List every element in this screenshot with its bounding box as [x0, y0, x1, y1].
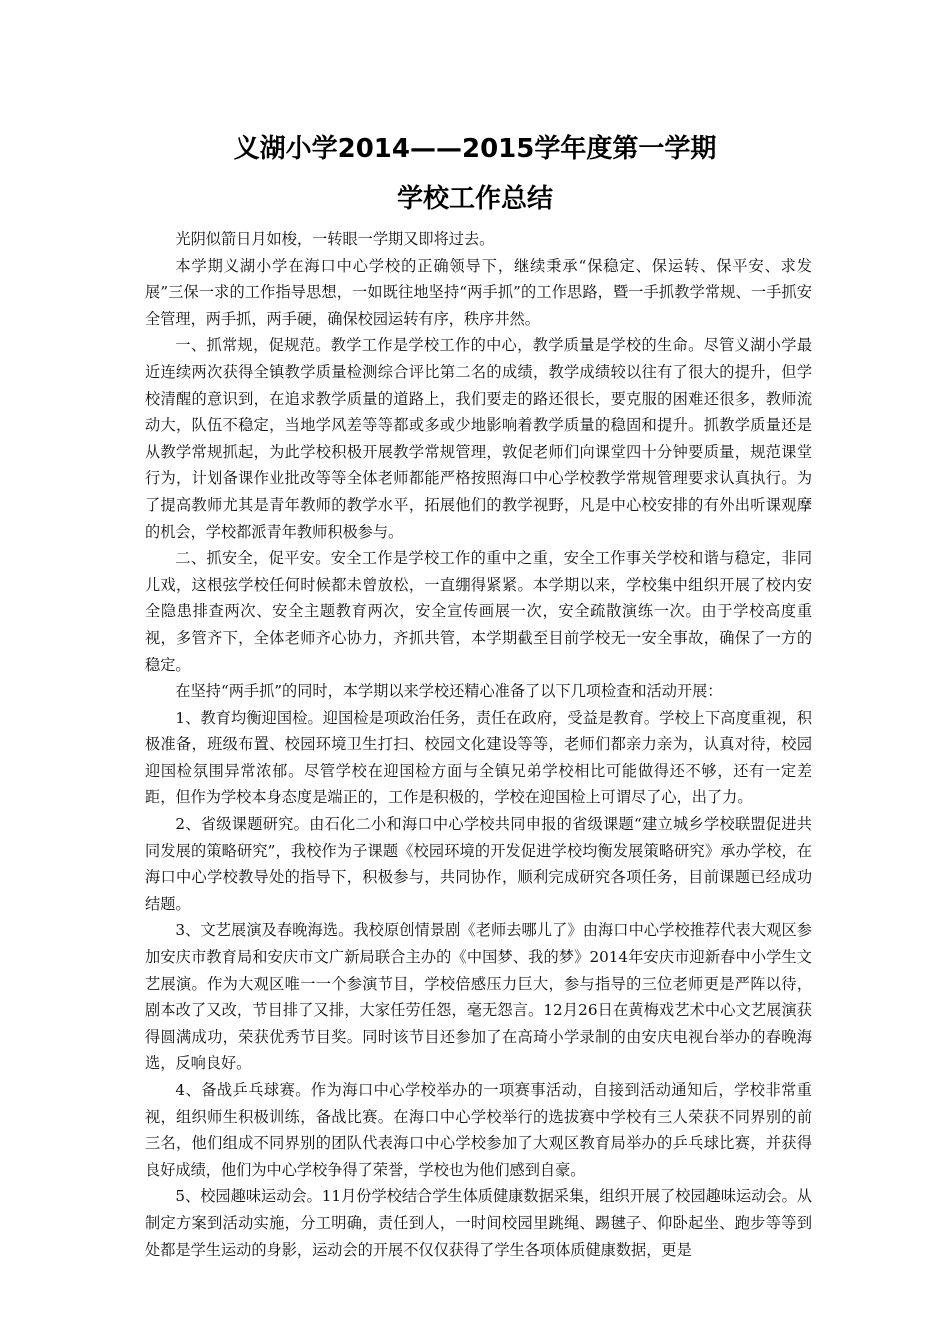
paragraph-safety: 二、抓安全，促平安。安全工作是学校工作的重中之重，安全工作事关学校和谐与稳定，非同儿戏，这根弦学校任何时候都未曾放松，一直绷得紧紧。本学期以来，学校集中组织开展了校内安全隐患排查两次、安全主题教育两次，安全宣传画展一次，安全疏散演练一次。由于学校高度重视，多管齐下，全体老师齐心协力，齐抓共管，本学期截至目前学校无一安全事故，确保了一方的稳定。 [145, 549, 812, 674]
paragraph-activities-intro: 在坚持“两手抓”的同时，本学期以来学校还精心准备了以下几项检查和活动开展： [175, 682, 723, 701]
paragraph-item-2: 2、省级课题研究。由石化二小和海口中心学校共同申报的省级课题“建立城乡学校联盟促进共同发展的策略研究”，我校作为子课题《校园环境的开发促进学校均衡发展策略研究》承办学校，在海口中心学校教导处的指导下，积极参与，共同协作，顺利完成研究各项任务，目前课题已经成功结题。 [145, 815, 812, 913]
paragraph-item-4: 4、备战乒乓球赛。作为海口中心学校举办的一项赛事活动，自接到活动通知后，学校非常重视，组织师生积极训练，备战比赛。在海口中心学校举行的选拔赛中学校有三人荣获不同界别的前三名，他们组成不同界别的团队代表海口中心学校参加了大观区教育局举办的乒乓球比赛，并获得良好成绩，他们为中心学校争得了荣誉，学校也为他们感到自豪。 [145, 1081, 812, 1179]
paragraph-overview: 本学期义湖小学在海口中心学校的正确领导下，继续秉承“保稳定、保运转、保平安、求发展”三保一求的工作指导思想，一如既往地坚持“两手抓”的工作思路，暨一手抓教学常规、一手抓安全管理，两手抓，两手硬，确保校园运转有序，秩序井然。 [145, 256, 812, 328]
paragraph-teaching-routine: 一、抓常规，促规范。教学工作是学校工作的中心，教学质量是学校的生命。尽管义湖小学最近连续两次获得全镇教学质量检测综合评比第二名的成绩，教学成绩较以往有了很大的提升，但学校清醒的意识到，在追求教学质量的道路上，我们要走的路还很长，要克服的困难还很多，教师流动大，队伍不稳定，当地学风差等等都或多或少地影响着教学质量的稳固和提升。抓教学质量还是从教学常规抓起，为此学校积极开展教学常规管理，敦促老师们向课堂四十分钟要质量，规范课堂行为，计划备课作业批改等等全体老师都能严格按照海口中心学校教学常规管理要求认真执行。为了提高教师尤其是青年教师的教学水平，拓展他们的教学视野，凡是中心校安排的有外出听课观摩的机会，学校都派青年教师积极参与。 [145, 336, 812, 541]
paragraph-item-5: 5、校园趣味运动会。11月份学校结合学生体质健康数据采集，组织开展了校园趣味运动会。从制定方案到活动实施，分工明确，责任到人，一时间校园里跳绳、踢毽子、仰卧起坐、跑步等等到处都是学生运动的身影，运动会的开展不仅仅获得了学生各项体质健康数据，更是 [145, 1187, 812, 1259]
paragraph-intro: 光阴似箭日月如梭，一转眼一学期又即将过去。 [175, 230, 495, 248]
paragraph-item-1: 1、教育均衡迎国检。迎国检是项政治任务，责任在政府，受益是教育。学校上下高度重视，积极准备，班级布置、校园环境卫生打扫、校园文化建设等等，老师们都亲力亲为，认真对待，校园迎国检氛围异常浓郁。尽管学校在迎国检方面与全镇兄弟学校相比可能做得还不够，还有一定差距，但作为学校本身态度是端正的，工作是积极的，学校在迎国检上可谓尽了心，出了力。 [145, 708, 812, 807]
document-body [145, 226, 812, 1263]
document-title: 义湖小学2014——2015学年度第一学期 [233, 134, 717, 164]
document-subtitle: 学校工作总结 [396, 184, 553, 214]
paragraph-item-3: 3、文艺展演及春晚海选。我校原创情景剧《老师去哪儿了》由海口中心学校推荐代表大观区参加安庆市教育局和安庆市文广新局联合主办的《中国梦、我的梦》2014年安庆市迎新春中小学生文艺展演。作为大观区唯一一个参演节目，学校倍感压力巨大，参与指导的三位老师更是严阵以待，剧本改了又改，节目排了又排，大家任劳任怨，毫无怨言。12月26日在黄梅戏艺术中心文艺展演获得圆满成功，荣获优秀节目奖。同时该节目还参加了在高琦小学录制的由安庆电视台举办的春晚海选，反响良好。 [145, 921, 812, 1073]
